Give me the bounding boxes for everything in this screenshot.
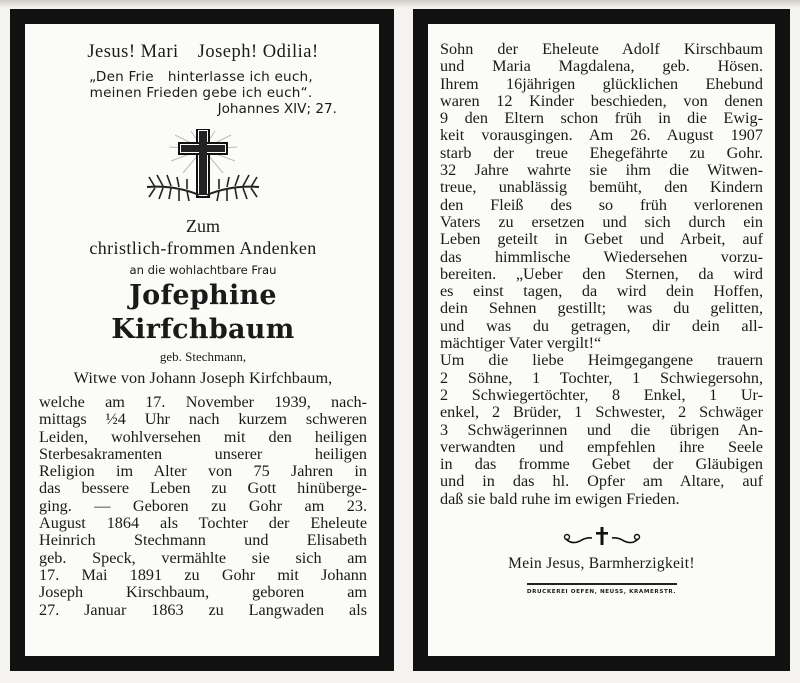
text-line: Sterbesakramenten unserer heiligen	[39, 444, 367, 463]
text-line: 9 den Eltern schon früh in die Ewig-	[440, 109, 763, 128]
text-line: es einst tagen, da wird dein Hoffen,	[440, 282, 763, 301]
text-line: daß sie bald ruhe im ewigen Frieden.	[440, 489, 680, 508]
text-line: Ihrem 16jährigen glücklichen Ehebund	[440, 74, 763, 93]
zum-heading: Zum	[186, 216, 220, 236]
text-line: enkel, 2 Brüder, 1 Schwester, 2 Schwäger	[440, 403, 763, 422]
printer-imprint: DRUCKEREI OEFEN, NEUSS, KRAMERSTR.	[526, 589, 677, 596]
text-line: treue, unablässig bemüht, den Kindern	[440, 178, 763, 197]
text-line: das himmlische Wiedersehen vorzu-	[440, 247, 763, 266]
cross-ornament-icon	[562, 525, 642, 547]
biography-text-back	[440, 41, 763, 508]
text-line: Leiden, wohlversehen mit den heiligen	[39, 427, 367, 446]
memorial-card-front	[10, 9, 394, 671]
divider	[527, 583, 677, 585]
card-front-inner	[25, 24, 379, 656]
text-line: und in das hl. Opfer am Altare, auf	[440, 472, 763, 491]
text-line: 17. Mai 1891 zu Gohr mit Johann	[39, 565, 367, 584]
cross-with-palm-branches-icon	[135, 129, 271, 205]
text-line: in das fromme Gebet der Gläubigen	[440, 455, 763, 474]
text-line: geb. Speck, vermählte sie sich am	[39, 548, 367, 567]
verse-line-2: meinen Frieden gebe ich euch“.	[89, 85, 313, 101]
text-line: waren 12 Kinder beschieden, von denen	[440, 91, 763, 110]
text-line: welche am 17. November 1939, nach-	[39, 393, 367, 411]
text-line: Sohn der Eheleute Adolf Kirschbaum	[440, 40, 763, 58]
text-line: 32 Jahre wahrte sie ihm die Witwen-	[440, 161, 763, 180]
text-line: dein Sehnen gestillt; was du gelitten,	[440, 299, 763, 318]
widow-of-line: Witwe von Johann Joseph Kirfchbaum,	[73, 369, 333, 387]
text-line: keit vorausgingen. Am 26. August 1907	[440, 126, 763, 145]
memorial-card-back	[413, 9, 790, 671]
text-line: Vaters zu ersetzen und sich durch ein	[440, 212, 763, 231]
text-line: mächtiger Vater vergilt!“	[440, 334, 602, 353]
text-line: bereiten. „Ueber den Sternen, da wird	[440, 264, 763, 283]
text-line: verwandten und empfehlen ihre Seele	[440, 437, 763, 456]
text-line: und was du getragen, dir dein all-	[440, 316, 763, 335]
an-die-line: an die wohlachtbare Frau	[129, 263, 277, 277]
text-line: 27. Januar 1863 zu Langwaden als	[39, 600, 367, 619]
text-line: 2 Söhne, 1 Tochter, 1 Schwiegersohn,	[440, 368, 763, 387]
text-line: mittags ½4 Uhr nach kurzem schweren	[39, 410, 367, 429]
deceased-name: Jofephine Kirfchbaum	[111, 280, 295, 345]
text-line: August 1864 als Tochter der Eheleute	[39, 514, 367, 533]
text-line: ging. — Geboren zu Gohr am 23.	[39, 496, 367, 515]
biography-text-front	[39, 394, 367, 619]
closing-prayer: Mein Jesus, Barmherzigkeit!	[508, 555, 695, 573]
text-line: 2 Schwiegertöchter, 8 Enkel, 1 Ur-	[440, 385, 763, 404]
text-line: und Maria Magdalena, geb. Hösen.	[440, 57, 763, 76]
card-back-inner	[428, 24, 775, 656]
text-line: Heinrich Stechmann und Elisabeth	[39, 531, 367, 550]
andenken-heading: christlich-frommen Andenken	[89, 238, 317, 258]
text-line: Um die liebe Heimgegangene trauern	[440, 351, 763, 370]
text-line: starb der treue Ehegefährte zu Gohr.	[440, 143, 763, 162]
text-line: Joseph Kirschbaum, geboren am	[39, 583, 367, 602]
invocation: Jesus! Mari Joseph! Odilia!	[87, 42, 319, 62]
verse-reference: Johannes XIV; 27.	[217, 101, 337, 117]
verse-line-1: „Den Frie hinterlasse ich euch,	[89, 69, 313, 85]
scan-edge	[0, 0, 800, 8]
text-line: den Fleiß des so früh verlorenen	[440, 195, 763, 214]
maiden-name: geb. Stechmann,	[159, 349, 247, 364]
text-line: 3 Schwägerinnen und die übrigen An-	[440, 420, 763, 439]
text-line: Religion im Alter von 75 Jahren in	[39, 462, 367, 481]
text-line: das bessere Leben zu Gott hinüberge-	[39, 479, 367, 498]
text-line: Leben geteilt in Gebet und Arbeit, auf	[440, 230, 763, 249]
